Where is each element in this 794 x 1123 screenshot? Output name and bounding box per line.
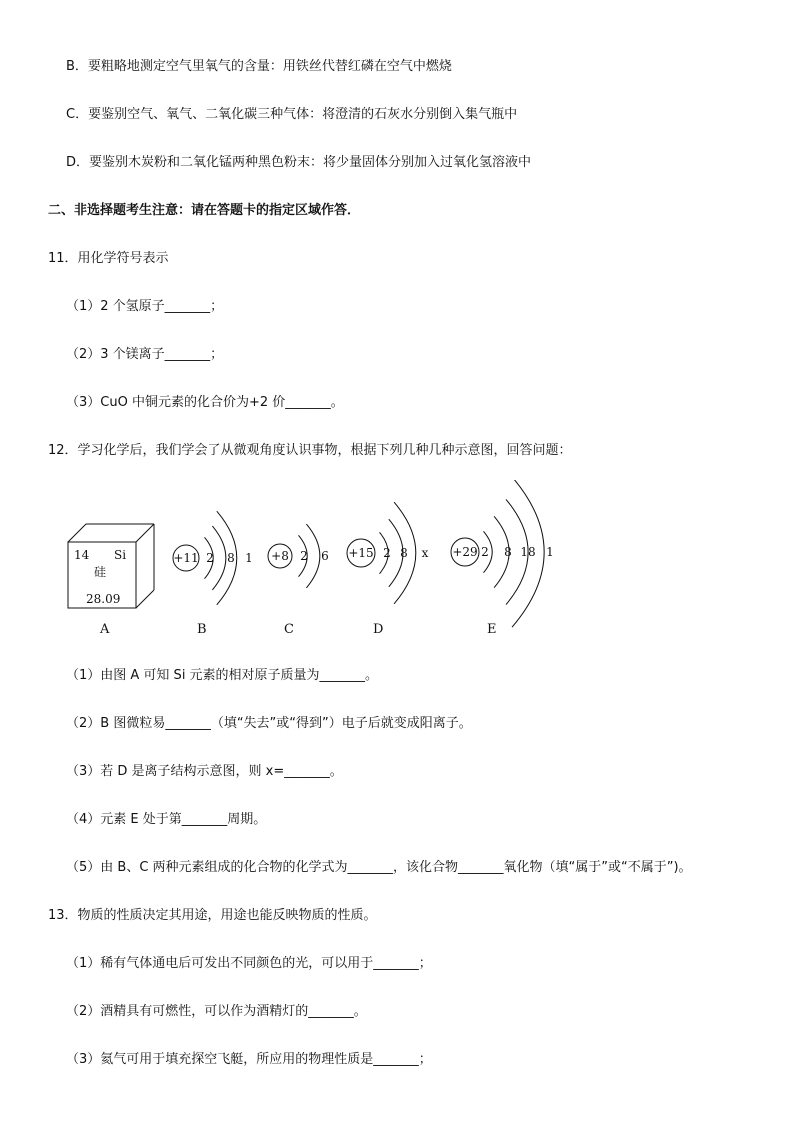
q11-part2: （2）3 个镁离子_______；: [66, 347, 224, 362]
atom-d: [347, 502, 429, 604]
q11-part1: （1）2 个氢原子_______；: [66, 299, 224, 314]
nucleus-charge: +15: [348, 546, 374, 560]
q12-part1: （1）由图 A 可知 Si 元素的相对原子质量为_______。: [66, 668, 379, 683]
atom-e: [451, 480, 554, 627]
shell-electron-count: x: [421, 546, 429, 560]
label-e: E: [487, 622, 497, 637]
element-mass: 28.09: [86, 592, 121, 606]
shell-electron-count: 6: [321, 549, 329, 563]
q11-stem: 11．用化学符号表示: [48, 251, 169, 266]
q13-part1: （1）稀有气体通电后可发出不同颜色的光，可以用于_______；: [66, 956, 432, 971]
atoms-layer: [173, 480, 554, 627]
q11-part3: （3）CuO 中铜元素的化合价为+2 价_______。: [66, 395, 344, 410]
label-a: A: [100, 622, 110, 637]
shell-electron-count: 2: [481, 545, 489, 559]
label-d: D: [373, 622, 384, 637]
shell-electron-count: 1: [245, 551, 253, 565]
q12-part5: （5）由 B、C 两种元素组成的化合物的化学式为_______，该化合物_______氧化物（填“属于”或“不属于”)。: [66, 860, 692, 875]
option-c: C．要鉴别空气、氧气、二氧化碳三种气体：将澄清的石灰水分别倒入集气瓶中: [66, 107, 518, 122]
q12-part4: （4）元素 E 处于第_______周期。: [66, 812, 267, 827]
q12-part2: （2）B 图微粒易_______（填“失去”或“得到”）电子后就变成阳离子。: [66, 716, 472, 731]
q13-part3: （3）氦气可用于填充探空飞艇，所应用的物理性质是_______；: [66, 1052, 432, 1067]
shell-electron-count: 1: [546, 545, 554, 559]
shell-electron-count: 8: [400, 546, 408, 560]
q12-stem: 12．学习化学后，我们学会了从微观角度认识事物，根据下列几种几种示意图，回答问题：: [48, 443, 572, 458]
electron-shell-arc: [306, 524, 319, 588]
shell-electron-count: 18: [520, 545, 536, 559]
element-number: 14: [74, 548, 90, 562]
atom-b: [173, 511, 253, 605]
nucleus-charge: +11: [173, 551, 199, 565]
atomic-structure-diagram: [0, 480, 794, 650]
element-symbol: Si: [114, 548, 127, 562]
section-heading: 二、非选择题考生注意：请在答题卡的指定区域作答．: [48, 203, 361, 218]
electron-shell-arc: [212, 526, 225, 590]
label-b: B: [197, 622, 207, 637]
nucleus-charge: +29: [452, 545, 478, 559]
q12-part3: （3）若 D 是离子结构示意图，则 x=_______。: [66, 764, 343, 779]
option-d: D．要鉴别木炭粉和二氧化锰两种黑色粉末：将少量固体分别加入过氧化氢溶液中: [66, 155, 532, 170]
shell-electron-count: 8: [504, 545, 512, 559]
shell-electron-count: 8: [227, 551, 235, 565]
label-c: C: [284, 622, 294, 637]
atom-c: [268, 524, 329, 588]
nucleus-charge: +8: [271, 549, 289, 563]
q13-part2: （2）酒精具有可燃性，可以作为酒精灯的_______。: [66, 1004, 367, 1019]
element-name: 硅: [94, 565, 107, 579]
q13-stem: 13．物质的性质决定其用途，用途也能反映物质的性质。: [48, 908, 377, 923]
shell-electron-count: 2: [383, 546, 391, 560]
shell-electron-count: 2: [206, 551, 214, 565]
shell-electron-count: 2: [300, 549, 308, 563]
option-b: B．要粗略地测定空气里氧气的含量：用铁丝代替红磷在空气中燃烧: [66, 59, 452, 74]
